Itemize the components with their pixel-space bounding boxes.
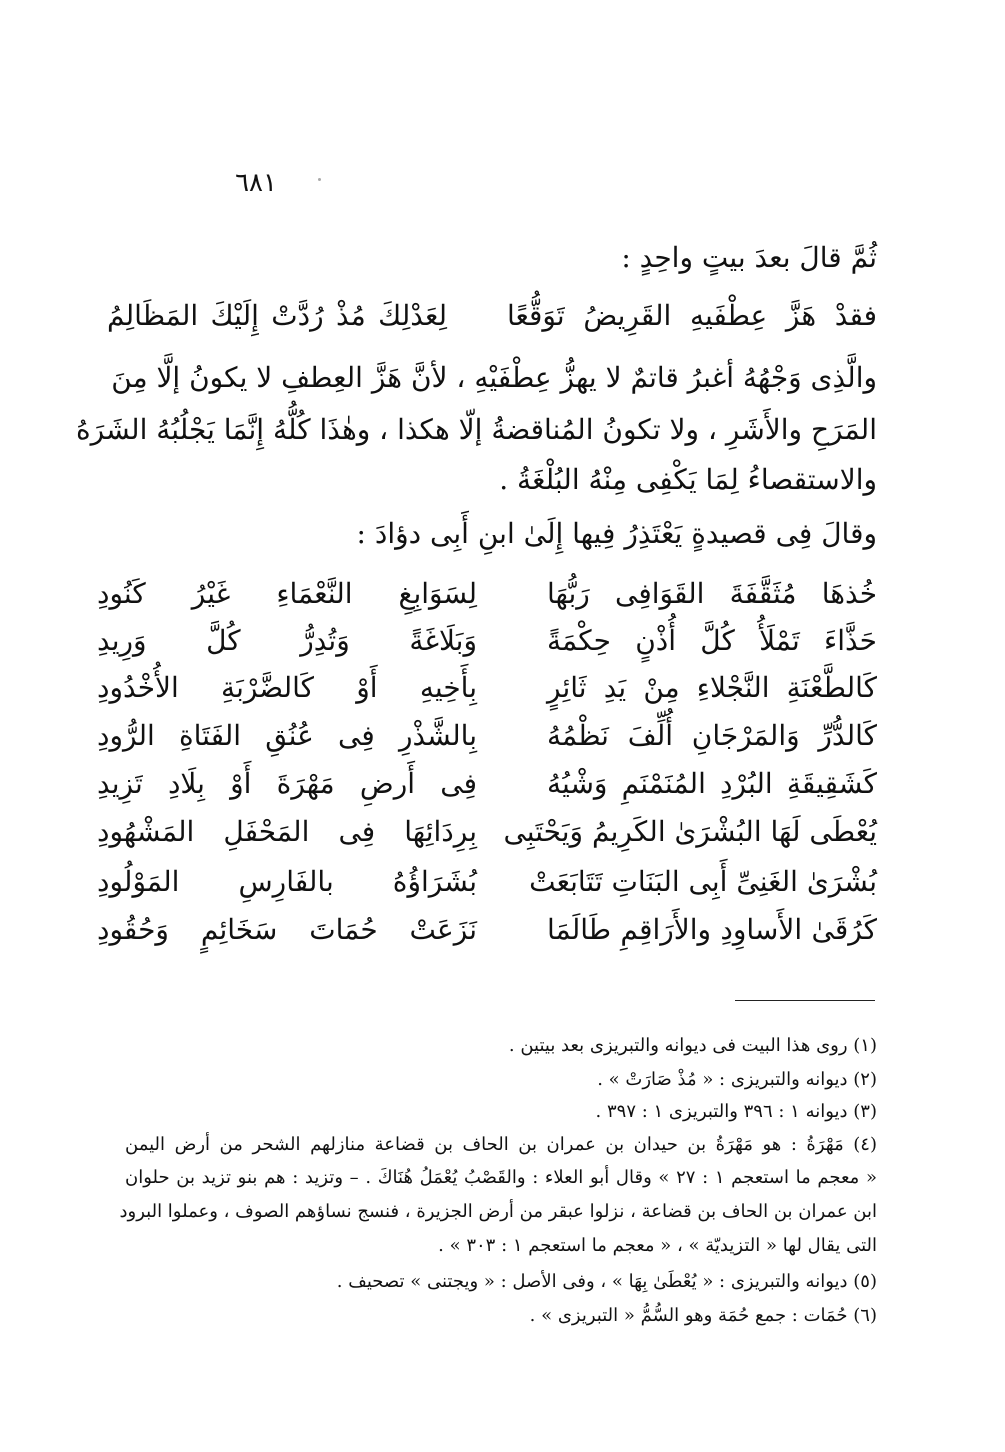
hemistich-left: بِالشَّذْرِ فِى عُنُقِ الفَتَاةِ الرُّودِ [97, 719, 477, 752]
footnote-5: (٥) ديوانه والتبريزى : « يُعْطَىٰ بِهَا » ، وفى الأصل : « ويجتنى » تصحيف . [336, 1271, 877, 1292]
poem-verse [97, 570, 877, 622]
hemistich-left: فِى أَرضِ مَهْرَةَ أَوْ بِلَادِ تَزِيدِ [97, 767, 477, 800]
hemistich-right: كَرُقَىٰ الأَساوِدِ والأَرَاقِمِ طَالَمَا [547, 913, 877, 946]
footnote-4-line-1: (٤) مَهْرَةُ : هو مَهْرَةُ بن حيدان بن عمران بن الحاف بن قضاعة منازلهم الشحر من أرض اليمن [125, 1134, 877, 1155]
hemistich-left: بِرِدَائِهَا فِى المَحْفَلِ المَشْهُودِ [97, 815, 477, 848]
hemistich-right: كَشَقِيقَةِ البُرْدِ المُنَمْنَمِ وَشْيُهُ [547, 767, 877, 800]
footnote-4-line-4: التى يقال لها « التزيديّة » ، « معجم ما استعجم ١ : ٣٠٣ » . [438, 1235, 877, 1256]
poem-verse [97, 808, 877, 860]
poem-verse [97, 760, 877, 812]
intro-line-2: وقالَ فِى قصيدةٍ يَعْتَذِرُ فِيها إِلَىٰ ابنِ أَبِى دؤادَ : [356, 517, 877, 550]
hemistich-right: فقدْ هَزَّ عِطْفَيهِ القَرِيضُ تَوَقُّعًا [507, 299, 877, 332]
hemistich-left: لِعَدْلِكَ مُذْ رُدَّتْ إِلَيْكَ المَظَالِمُ [107, 299, 447, 332]
footnote-1: (١) روى هذا البيت فى ديوانه والتبريزى بعد بيتين . [508, 1035, 877, 1056]
hemistich-left: نَزَعَتْ حُمَاتَ سَخَائِمٍ وَحُقُودِ [97, 913, 477, 946]
commentary-line-2: المَرَحِ والأَشَرِ ، ولا تكونُ المُناقضةُ إلّا هكذا ، وهٰذَا كُلُّهُ إِنَّمَا يَجْلُبُهُ الشَرَهُ [75, 413, 877, 446]
commentary-line-3: والاستقصاءُ لِمَا يَكْفِى مِنْهُ البُلْغَةُ . [499, 463, 877, 496]
poem-verse [97, 712, 877, 764]
hemistich-right: خُذهَا مُثَقَّفَةَ القَوَافِى رَبُّهَا [547, 577, 877, 610]
footnote-6: (٦) حُمَات : جمع حُمَة وهو السُّمُّ « التبريزى » . [529, 1305, 877, 1326]
hemistich-left: وَبَلَاغَةً وَتُدِرُّ كُلَّ وَرِيدِ [97, 624, 477, 657]
hemistich-left: بُشَرَاؤُهُ بالفَارِسِ المَوْلُودِ [97, 865, 477, 898]
hemistich-right: بُشْرَىٰ الغَنِىِّ أَبِى البَنَاتِ تَتَابَعَتْ [529, 865, 877, 898]
intro-line-1: ثُمَّ قالَ بعدَ بيتٍ واحِدٍ : [621, 241, 877, 274]
poem-verse [97, 617, 877, 669]
footnote-4-line-2: « معجم ما استعجم ١ : ٢٧ » وقال أبو العلاء : والقَصْبُ يُعْمَلُ هُنَاكَ . – وتزيد : هم بنو تزيد بن حلوان [125, 1167, 877, 1188]
footnote-separator [735, 1000, 875, 1001]
footnote-4-line-3: ابن عمران بن الحاف بن قضاعة ، نزلوا عبقر من أرض الجزيرة ، فنسج نساؤهم الصوف ، وعملوا البرود [119, 1201, 877, 1222]
poem-verse [97, 906, 877, 958]
footnote-3: (٣) ديوانه ١ : ٣٩٦ والتبريزى ١ : ٣٩٧ . [595, 1101, 877, 1122]
hemistich-right: حَذَّاءَ تَمْلَأُ كُلَّ أُذْنٍ حِكْمَةً [547, 624, 877, 657]
speck-mark [318, 178, 321, 181]
hemistich-left: بِأَخِيهِ أَوْ كَالضَّرْبَةِ الأُخْدُودِ [97, 671, 477, 704]
page-number: ٦٨١ [235, 168, 277, 198]
verse-1 [107, 292, 877, 344]
commentary-line-1: والَّذِى وَجْهُهُ أغبرُ قاتمٌ لا يهزُّ عِطْفَيْهِ ، لأنَّ هَزَّ العِطفِ لا يكونُ إلَّا مِنَ [111, 361, 877, 394]
hemistich-right: كَالدُّرِّ وَالمَرْجَانِ أُلِّفَ نَظْمُهُ [547, 719, 877, 752]
hemistich-left: لِسَوَابِغِ النَّعْمَاءِ غَيْرُ كَنُودِ [97, 577, 477, 610]
poem-verse [97, 664, 877, 716]
footnote-2: (٢) ديوانه والتبريزى : « مُذْ صَارَتْ » . [597, 1069, 877, 1090]
hemistich-right: يُعْطَى لَهَا البُشْرَىٰ الكَرِيمُ وَيَحْتَبِى [503, 815, 877, 848]
hemistich-right: كَالطَّعْنَةِ النَّجْلاءِ مِنْ يَدِ ثَائِرٍ [547, 671, 877, 704]
poem-verse [97, 858, 877, 910]
